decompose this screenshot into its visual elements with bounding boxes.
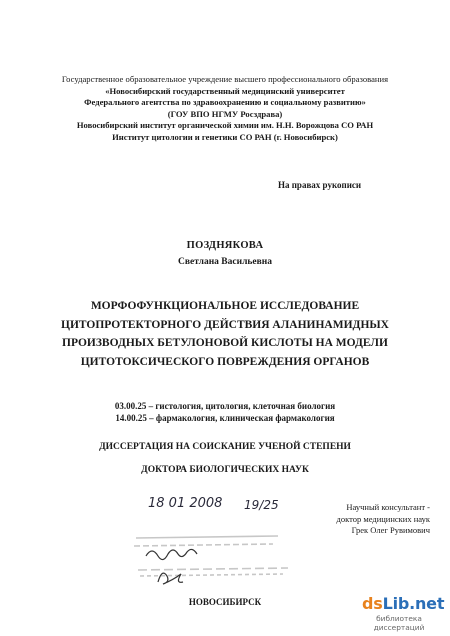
title-line-4: ЦИТОТОКСИЧЕСКОГО ПОВРЕЖДЕНИЯ ОРГАНОВ [80, 355, 370, 368]
manuscript-rights-note: На правах рукописи [278, 180, 362, 190]
consultant-line-3: Грек Олег Рувимович [351, 525, 430, 535]
header-line-1: Государственное образовательное учреждение высшего профессионального образования [61, 74, 389, 84]
handwritten-registration-number: 19/25 [244, 498, 279, 512]
header-line-4: (ГОУ ВПО НГМУ Росздрава) [167, 108, 283, 119]
title-line-2: ЦИТОПРОТЕКТОРНОГО ДЕЙСТВИЯ АЛАНИНАМИДНЫХ [61, 318, 389, 331]
header-line-3: Федерального агентства по здравоохранению и социальному развитию» [84, 97, 366, 108]
author-surname: ПОЗДНЯКОВА [186, 240, 264, 251]
logo-brand-ds: ds [362, 594, 383, 613]
consultant-line-2: доктор медицинских наук [336, 513, 430, 524]
title-line-1: МОРФОФУНКЦИОНАЛЬНОЕ ИССЛЕДОВАНИЕ [90, 300, 360, 312]
degree-line-1: ДИССЕРТАЦИЯ НА СОИСКАНИЕ УЧЕНОЙ СТЕПЕНИ [99, 442, 351, 452]
header-line-2: «Новосибирский государственный медицинский университет [105, 85, 345, 96]
specialty-1: 03.00.25 – гистология, цитология, клеточная биология [114, 401, 336, 411]
city-of-publication: НОВОСИБИРСК [188, 597, 262, 607]
consultant-line-1: Научный консультант - [346, 502, 430, 512]
library-stamp-area [128, 512, 308, 588]
handwritten-date: 18 01 2008 [148, 496, 223, 511]
logo-caption: библиотека диссертаций [373, 614, 425, 632]
header-line-6: Институт цитологии и генетики СО РАН (г. Новосибирск) [112, 131, 338, 142]
header-line-5: Новосибирский институт органической химии им. Н.Н. Ворожцова СО РАН [76, 120, 374, 131]
faded-stamp-graphic [128, 512, 308, 588]
logo-brand [362, 594, 444, 613]
author-given-names: Светлана Васильевна [177, 257, 273, 267]
specialty-2: 14.00.25 – фармакология, клиническая фармакология [115, 413, 335, 423]
degree-line-2: ДОКТОРА БИОЛОГИЧЕСКИХ НАУК [141, 465, 309, 475]
logo-brand-rest: Lib.net [382, 594, 445, 613]
scientific-consultant [305, 502, 430, 537]
institution-header [0, 74, 450, 144]
dissertation-title [0, 297, 450, 371]
dslib-watermark-logo [352, 594, 446, 630]
title-line-3: ПРОИЗВОДНЫХ БЕТУЛОНОВОЙ КИСЛОТЫ НА МОДЕЛИ [62, 337, 388, 349]
specialty-codes [0, 400, 450, 424]
